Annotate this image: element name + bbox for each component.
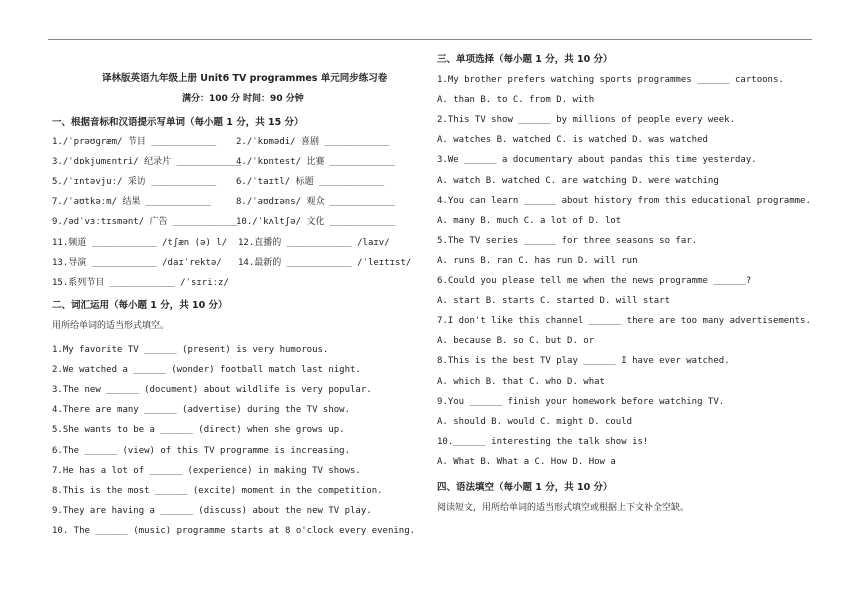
mc-question: 9.You ______ finish your homework before watching TV. [437, 396, 725, 407]
fill-in-item: 1.My favorite TV ______ (present) is very humorous. [52, 345, 329, 355]
section2-heading: 二、词汇运用（每小题 1 分，共 10 分） [52, 300, 228, 311]
fill-in-item: 5.She wants to be a ______ (direct) when she grows up. [52, 425, 345, 436]
fill-in-item: 6.The ______ (view) of this TV programme is increasing. [52, 445, 351, 456]
page-title: 译林版英语九年级上册 Unit6 TV programmes 单元同步练习卷 [102, 73, 388, 84]
mc-question: 3.We ______ a documentary about pandas this time yesterday. [437, 155, 757, 166]
mc-question: 6.Could you please tell me when the news programme ______? [437, 276, 752, 286]
mc-options: A. should B. would C. might D. could [437, 416, 633, 427]
vocab-item: 11.频道 ____________ /tʃæn (ə) l/ [52, 237, 228, 248]
mc-question: 8.This is the best TV play ______ I have ever watched. [437, 356, 730, 367]
section1-heading: 一、根据音标和汉语提示写单词（每小题 1 分，共 15 分） [52, 117, 304, 128]
vocab-item: 3./ˈdɒkjumɛntri/ 纪录片 ____________ [52, 157, 242, 168]
mc-options: A. many B. much C. a lot of D. lot [437, 215, 622, 226]
mc-question: 2.This TV show ______ by millions of people every week. [437, 115, 736, 126]
fill-in-item: 7.He has a lot of ______ (experience) in making TV shows. [52, 465, 361, 476]
mc-options: A. because B. so C. but D. or [437, 336, 595, 347]
mc-options: A. than B. to C. from D. with [437, 95, 595, 106]
mc-question: 1.My brother prefers watching sports programmes ______ cartoons. [437, 75, 784, 85]
vocab-item: 1./ˈprəʊɡræm/ 节目 ____________ [52, 137, 217, 147]
mc-options: A. What B. What a C. How D. How a [437, 456, 616, 467]
vocab-item: 9./ədˈvɜːtɪsmənt/ 广告 ____________ [52, 217, 238, 228]
vocab-item: 10./ˈkʌltʃə/ 文化 ____________ [236, 217, 395, 228]
mc-options: A. runs B. ran C. has run D. will run [437, 255, 638, 266]
vocab-item: 14.最新的 ____________ /ˈleɪtɪst/ [238, 257, 412, 268]
fill-in-item: 10. The ______ (music) programme starts at 8 o'clock every evening. [52, 525, 416, 536]
fill-in-item: 4.There are many ______ (advertise) during the TV show. [52, 405, 351, 416]
mc-options: A. start B. starts C. started D. will start [437, 296, 670, 307]
fill-in-item: 3.The new ______ (document) about wildlife is very popular. [52, 385, 372, 396]
fill-in-item: 8.This is the most ______ (excite) moment in the competition. [52, 485, 383, 496]
mc-options: A. which B. that C. who D. what [437, 376, 605, 387]
vocab-item: 2./ˈkɒmədi/ 喜剧 ____________ [236, 137, 390, 147]
vocab-item: 13.导演 ____________ /daɪˈrektə/ [52, 257, 222, 268]
vocab-item: 8./ˈaʊdɪəns/ 观众 ____________ [236, 197, 395, 208]
section2-instruction: 用所给单词的适当形式填空。 [52, 321, 170, 331]
fill-in-item: 2.We watched a ______ (wonder) football match last night. [52, 365, 361, 376]
section4-heading: 四、语法填空（每小题 1 分，共 10 分） [437, 482, 613, 493]
vocab-item: 6./ˈtaɪtl/ 标题 ____________ [236, 177, 385, 188]
section4-instruction: 阅读短文，用所给单词的适当形式填空或根据上下文补全空缺。 [437, 503, 690, 513]
vocab-item: 7./ˈaʊtkəːm/ 结果 ____________ [52, 197, 211, 208]
mc-options: A. watches B. watched C. is watched D. was watched [437, 135, 708, 146]
vocab-item: 15.系列节目 ____________ /ˈsɪriːz/ [52, 277, 229, 288]
mc-question: 4.You can learn ______ about history from this educational programme. [437, 195, 811, 206]
section3-heading: 三、单项选择（每小题 1 分，共 10 分） [437, 54, 613, 65]
vocab-item: 5./ˈɪntəvjuː/ 采访 ____________ [52, 177, 217, 188]
mc-options: A. watch B. watched C. are watching D. were watching [437, 175, 719, 186]
vocab-item: 4./ˈkɒntest/ 比赛 ____________ [236, 157, 395, 168]
header-rule [48, 39, 812, 40]
mc-question: 7.I don't like this channel ______ there are too many advertisements. [437, 316, 811, 327]
vocab-item: 12.直播的 ____________ /laɪv/ [238, 237, 390, 248]
fill-in-item: 9.They are having a ______ (discuss) about the new TV play. [52, 505, 372, 516]
exam-info: 满分：100 分 时间：90 分钟 [182, 94, 304, 104]
mc-question: 10.______ interesting the talk show is! [437, 436, 649, 447]
mc-question: 5.The TV series ______ for three seasons so far. [437, 235, 698, 246]
